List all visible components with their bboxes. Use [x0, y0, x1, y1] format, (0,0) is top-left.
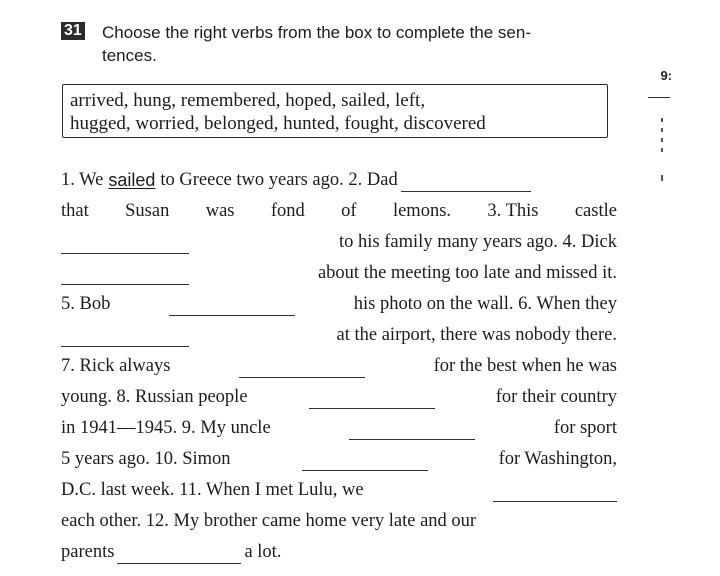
text: about the meeting too late and missed it. [317, 263, 617, 283]
sentence-line-4 [61, 261, 617, 285]
text: at the airport, there was nobody there. [336, 325, 617, 345]
text: each other. 12. My brother came home very late and our [61, 511, 477, 531]
answer-blank-4[interactable] [61, 267, 189, 285]
sentence-line-7 [61, 354, 617, 378]
margin-rule [648, 97, 670, 98]
margin-tick [661, 175, 663, 181]
sentence-line-3 [61, 230, 617, 254]
margin-tick [661, 138, 663, 142]
text: to Greece two years ago. 2. Dad [160, 170, 398, 190]
sentence-line-11 [61, 478, 617, 502]
text: 5 years ago. 10. Simon [61, 449, 231, 469]
sentence-line-9 [61, 416, 617, 440]
answer-blank-10[interactable] [302, 453, 428, 471]
word: fond [270, 201, 305, 221]
text: 5. Bob [61, 294, 111, 314]
text: for their country [495, 387, 617, 407]
margin-tick [661, 148, 663, 152]
word: lemons. [392, 201, 452, 221]
text: his photo on the wall. 6. When they [353, 294, 617, 314]
sentence-line-2 [61, 199, 617, 223]
word-box-row-1: arrived, hung, remembered, hoped, sailed, left, [70, 90, 426, 111]
answer-blank-3[interactable] [61, 236, 189, 254]
answer-blank-8[interactable] [309, 391, 435, 409]
text: parents [61, 542, 115, 562]
margin-page-fragment: 9: [660, 68, 672, 83]
instruction-line-1: Choose the right verbs from the box to complete the sen- [102, 23, 532, 42]
word: that [61, 201, 89, 221]
answer-blank-11[interactable] [493, 484, 617, 502]
sentence-line-13 [61, 540, 617, 564]
answer-blank-6[interactable] [61, 329, 189, 347]
verb-word-box [62, 84, 608, 138]
margin-tick [661, 128, 663, 132]
word: castle [574, 201, 617, 221]
sentence-line-5 [61, 292, 617, 316]
sentence-line-8 [61, 385, 617, 409]
text: young. 8. Russian people [61, 387, 248, 407]
sentence-line-12 [61, 509, 617, 533]
text: for the best when he was [433, 356, 617, 376]
answer-blank-7[interactable] [239, 360, 365, 378]
answer-blank-5[interactable] [169, 298, 295, 316]
instruction-line-2: tences. [102, 46, 157, 65]
text: in 1941—1945. 9. My uncle [61, 418, 271, 438]
word: of [341, 201, 357, 221]
answer-blank-9[interactable] [349, 422, 475, 440]
answer-blank-2[interactable] [401, 174, 531, 192]
text: for sport [553, 418, 617, 438]
text: a lot. [244, 542, 282, 562]
text: to his family many years ago. 4. Dick [339, 232, 617, 252]
word-box-row-2: hugged, worried, belonged, hunted, fought, discovered [70, 113, 486, 134]
text: for Washington, [498, 449, 617, 469]
word: 3. This [487, 201, 539, 221]
text: 1. We [61, 170, 104, 190]
sentence-line-10 [61, 447, 617, 471]
word: Susan [125, 201, 170, 221]
answer-blank-12[interactable] [117, 546, 241, 564]
exercise-instruction [102, 21, 622, 67]
sentence-line-1 [61, 168, 617, 192]
exercise-number: 31 [61, 22, 85, 40]
handwritten-answer: sailed [108, 170, 156, 190]
margin-tick [661, 118, 663, 122]
text: D.C. last week. 11. When I met Lulu, we [61, 480, 364, 500]
text: 7. Rick always [61, 356, 171, 376]
word: was [205, 201, 235, 221]
sentence-line-6 [61, 323, 617, 347]
